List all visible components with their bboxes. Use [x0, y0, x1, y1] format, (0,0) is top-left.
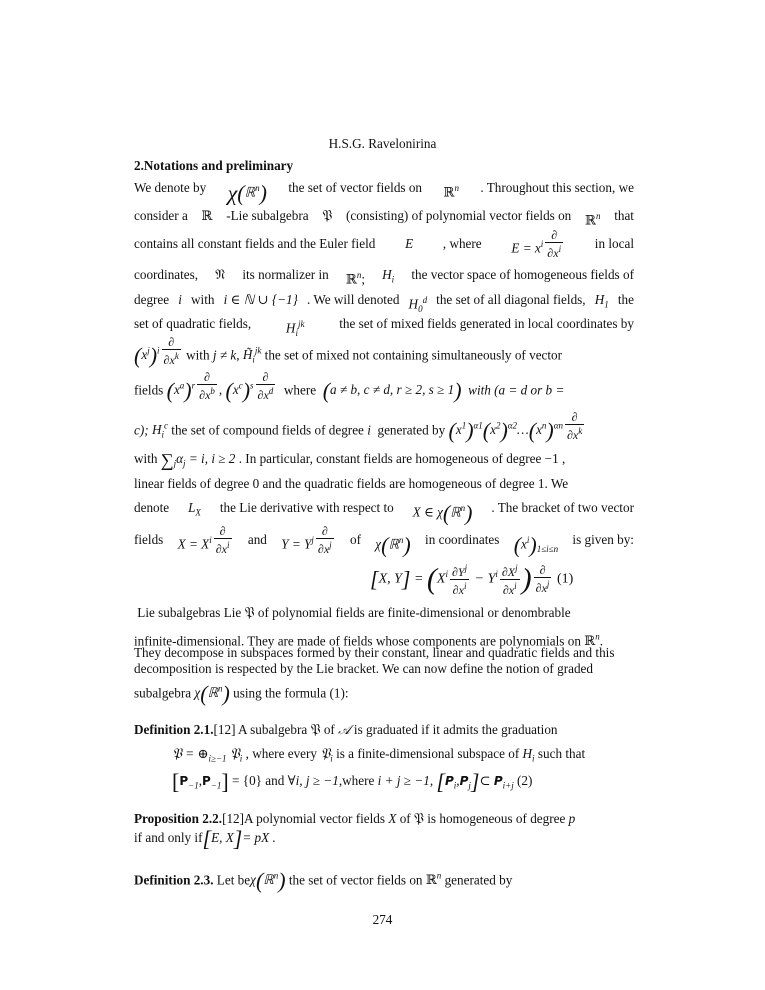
- page-number: 274: [372, 912, 393, 927]
- graduation-formula: 𝔓 = $\oplus_{i\ge-1}$ 𝔓$_i$ , where every 𝔓$_i$ is a finite-dimensional subspace of $H_i$ such that: [172, 746, 586, 764]
- definition-2-1: Definition 2.1.[12] A subalgebra 𝔓 of 𝒜 is graduated if it admits the graduation: [134, 722, 558, 738]
- section-title: 2.Notations and preliminary: [134, 158, 294, 173]
- para1-line9: c); $H_i^c$ the set of compound fields of degree i generated by $(x^1)^{\alpha 1}(x^2)^{\alpha 2}\dots(x^n)^{\alpha n}$ $\frac{\partial}{\partial x^k}$: [134, 409, 583, 444]
- para1-line13: fields $X = X^i$ $\frac{\partial}{\partial x^i}$ and $Y = Y^j$ $\frac{\partial}{\partial x^j}$ of χ(ℝ$^n$) in coordinates $(x^i)_{1\le i\le n}$ is given by:: [134, 523, 634, 558]
- para1-line5: degree i with i ∈ ℕ ∪ {−1} . We will denoted $H_0^d$ the set of all diagonal fields, $H_1$ the: [134, 292, 634, 315]
- para1-line6: set of quadratic fields, $H_i^{jk}$ the set of mixed fields generated in local coordinates by: [134, 316, 634, 339]
- para1-line7: $(x^j)^i$ $\frac{\partial}{\partial x^k}$ with j ≠ k, $H̃_i^{jk}$ the set of mixed not containing simultaneously of vector: [134, 334, 563, 369]
- bracket-condition: $[P_{-1},P_{-1}] = \{0\}$ and ∀i, j ≥ −1,where i + j ≥ −1, $[P_i,P_j]\subset$ $P_{i+j}$ (2): [172, 768, 533, 794]
- para1-line10: with $\sum_j\alpha_j = i$, i ≥ 2 . In particular, constant fields are homogeneous of degree −1 ,: [134, 449, 566, 470]
- para1-line11: linear fields of degree 0 and the quadratic fields are homogeneous of degree 1. We: [134, 476, 569, 491]
- para2-line3: They decompose in subspaces formed by their constant, linear and quadratic fields and this: [134, 645, 615, 660]
- equation-1: [X, $Y] = (X^i$ $\frac{\partial Y^j}{\partial x^i}$ − $Y^i$ $\frac{\partial X^j}{\partial x^i}$ ) $\frac{\partial}{\partial x^j}$ (1): [370, 562, 574, 597]
- para1-line2: consider a ℝ -Lie subalgebra 𝔓 (consisting) of polynomial vector fields on ℝ$^n$ that: [134, 208, 634, 228]
- running-header: H.S.G. Ravelonirina: [328, 136, 437, 151]
- para2-line5: subalgebra χ(ℝ$^n$) using the formula (1):: [134, 681, 349, 707]
- para1-line4: coordinates, 𝔑 its normalizer in ℝ$^n$; $H_i$ the vector space of homogeneous fields of: [134, 267, 634, 287]
- proposition-2-2-line2: if and only if[E, X]= pX .: [134, 825, 276, 851]
- para1-line8: fields $(x^a)^r$ $\frac{\partial}{\partial x^b}$ , $(x^c)^s$ $\frac{\partial}{\partial x^d}$ where (a ≠ b, c ≠ d, r ≥ 2, s ≥ 1) with (a = d or b =: [134, 369, 565, 404]
- proposition-2-2: Proposition 2.2.[12]A polynomial vector fields X of 𝔓 is homogeneous of degree p: [134, 811, 576, 827]
- para1-line3: contains all constant fields and the Euler field E , where $E = x^i$ $\frac{\partial}{\partial x^i}$ in local: [134, 227, 634, 260]
- para2-line1: Lie subalgebras Lie 𝔓 of polynomial fields are finite-dimensional or denombrable: [137, 605, 571, 621]
- definition-2-3: Definition 2.3. Let beχ(ℝ$^n$) the set of vector fields on ℝ$^n$ generated by: [134, 868, 513, 894]
- para2-line4: decomposition is respected by the Lie bracket. We can now define the notion of graded: [134, 661, 594, 676]
- para1-line12: denote $L_X$ the Lie derivative with respect to X ∈ χ(ℝ$^n$) . The bracket of two vector: [134, 500, 634, 526]
- para2-line2: infinite-dimensional. They are made of fields whose components are polynomials on ℝ$^n$.: [134, 632, 603, 649]
- para1-line1: We denote by χ(ℝ$^n$) the set of vector fields on ℝ$^n$ . Throughout this section, we: [134, 180, 634, 206]
